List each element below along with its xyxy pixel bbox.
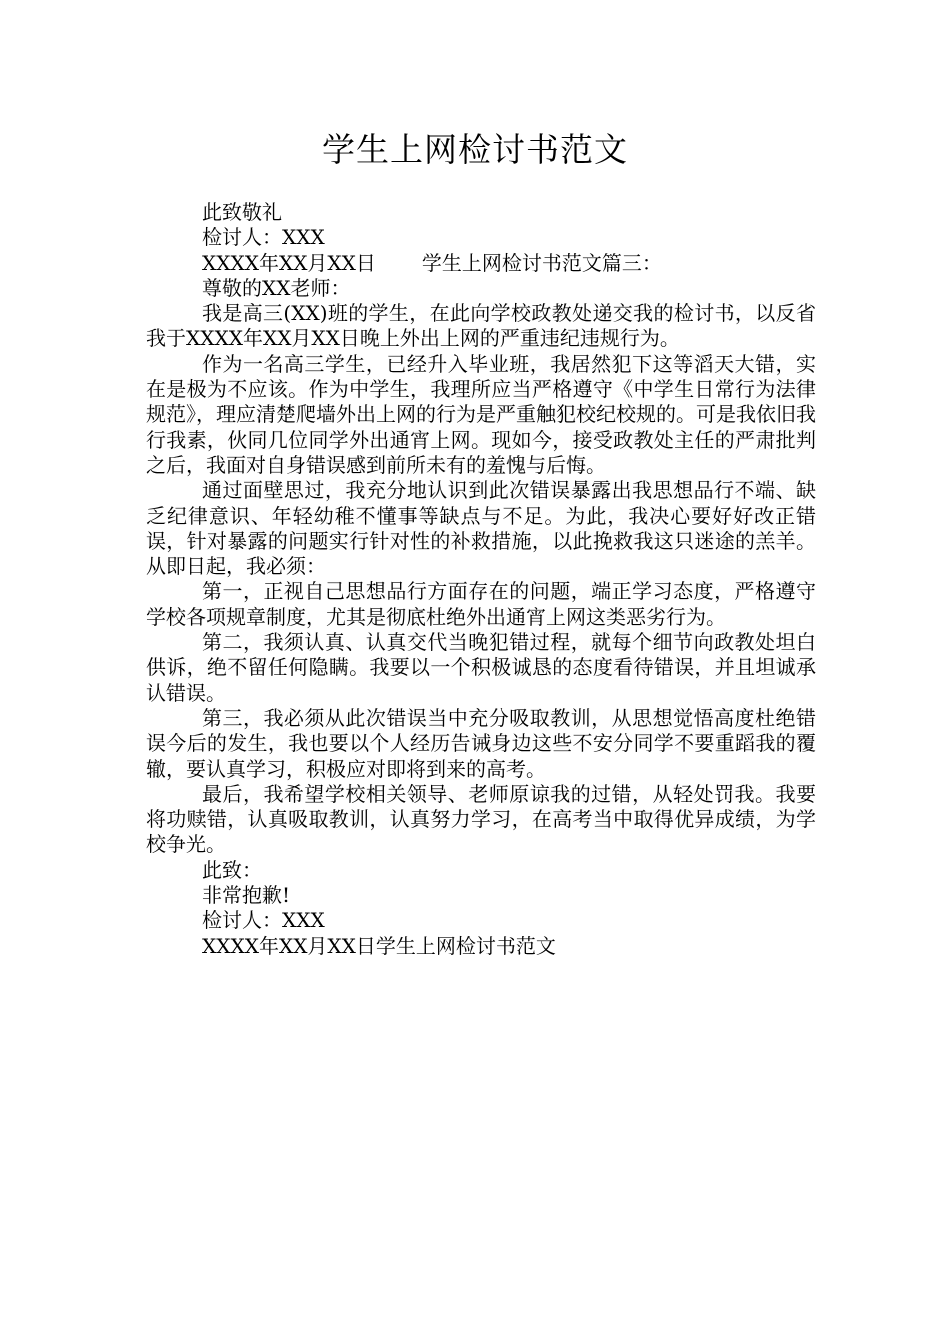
section-heading: 学生上网检讨书范文篇三：	[421, 250, 662, 275]
body-paragraph: 第一，正视自己思想品行方面存在的问题，端正学习态度，严格遵守学校各项规章制度，尤其是彻底杜绝外出通宵上网这类恶劣行为。	[146, 579, 816, 629]
body-paragraph: 第三，我必须从此次错误当中充分吸取教训，从思想觉悟高度杜绝错误今后的发生，我也要以个人经历告诫身边这些不安分同学不要重蹈我的覆辙，要认真学习，积极应对即将到来的高考。	[146, 705, 816, 781]
body-paragraph: 第二，我须认真、认真交代当晚犯错过程，就每个细节向政教处坦白供诉，绝不留任何隐瞒。我要以一个积极诚恳的态度看待错误，并且坦诚承认错误。	[146, 630, 816, 705]
opening-line: 此致敬礼	[202, 200, 282, 224]
document-body	[146, 200, 816, 959]
closing-line: 非常抱歉!	[202, 883, 291, 908]
body-paragraph: 作为一名高三学生，已经升入毕业班，我居然犯下这等滔天大错，实在是极为不应该。作为中学生，我理所应当严格遵守《中学生日常行为法律规范》，理应清楚爬墙外出上网的行为是严重触犯校纪校规的。可是我依旧我行我素，伙同几位同学外出通宵上网。现如今，接受政教处主任的严肃批判之后，我面对自身错误感到前所未有的羞愧与后悔。	[146, 351, 816, 477]
opening-line: 检讨人：XXX	[202, 225, 325, 250]
closing-line: 此致：	[202, 857, 262, 882]
body-paragraph: 我是高三(XX)班的学生，在此向学校政教处递交我的检讨书，以反省我于XXXX年XX月XX日晚上外出上网的严重违纪违规行为。	[146, 301, 816, 351]
date-line	[146, 251, 816, 276]
closing-line: 检讨人：XXX	[202, 908, 325, 933]
salutation: 尊敬的XX老师：	[202, 275, 351, 300]
body-paragraph: 通过面壁思过，我充分地认识到此次错误暴露出我思想品行不端、缺乏纪律意识、年轻幼稚不懂事等缺点与不足。为此，我决心要好好改正错误，针对暴露的问题实行针对性的补救措施，以此挽救我这只迷途的羔羊。从即日起，我必须：	[146, 478, 816, 579]
body-paragraph: 最后，我希望学校相关领导、老师原谅我的过错，从轻处罚我。我要将功赎错，认真吸取教训，认真努力学习，在高考当中取得优异成绩，为学校争光。	[146, 781, 816, 857]
document-title: 学生上网检讨书范文	[322, 130, 628, 169]
closing-line: XXXX年XX月XX日学生上网检讨书范文	[202, 933, 556, 958]
date-text: XXXX年XX月XX日	[202, 250, 376, 275]
